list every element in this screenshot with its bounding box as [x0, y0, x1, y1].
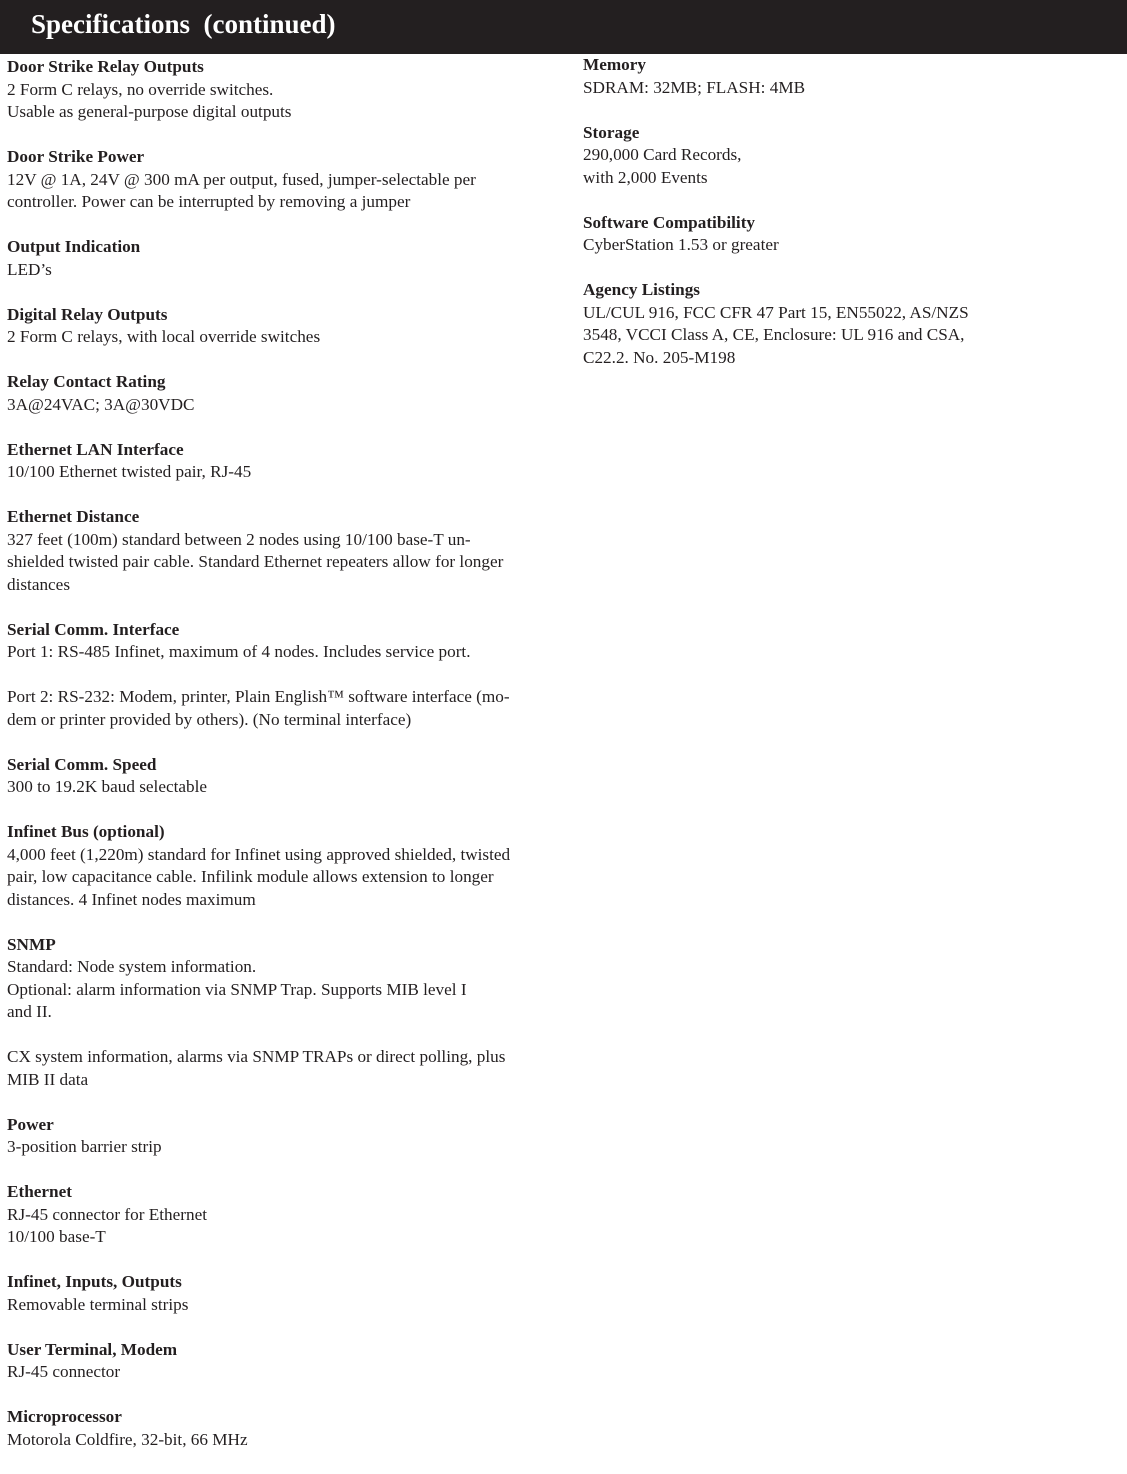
- spec-title: Relay Contact Rating: [7, 372, 166, 391]
- spec-value-line: 327 feet (100m) standard between 2 nodes using 10/100 base-T un-: [7, 529, 471, 549]
- spec-value-line: and II.: [7, 1002, 52, 1021]
- spec-value-line: Port 2: RS-232: Modem, printer, Plain English™ software interface (mo-: [7, 687, 510, 706]
- spec-value-line: UL/CUL 916, FCC CFR 47 Part 15, EN55022, AS/NZS: [583, 302, 969, 322]
- spec-value-line: 3548, VCCI Class A, CE, Enclosure: UL 916 and CSA,: [583, 325, 965, 344]
- spec-title: Storage: [583, 122, 640, 142]
- page-header: [0, 0, 1127, 54]
- spec-section-door-strike-relay-outputs: [7, 56, 567, 124]
- spec-title: Digital Relay Outputs: [7, 304, 168, 324]
- spec-value-line: LED’s: [7, 259, 52, 279]
- spec-title: Ethernet: [7, 1182, 72, 1201]
- spec-section-output-indication: [7, 236, 567, 281]
- spec-section-microprocessor: [7, 1406, 567, 1451]
- spec-value-line: Usable as general-purpose digital outputs: [7, 102, 292, 121]
- spec-value-line: controller. Power can be interrupted by removing a jumper: [7, 192, 411, 211]
- spec-title: Output Indication: [7, 237, 141, 256]
- spec-value-line: RJ-45 connector for Ethernet: [7, 1204, 207, 1224]
- spec-value-line: RJ-45 connector: [7, 1362, 121, 1381]
- spec-section-serial-comm-interface: [7, 619, 567, 664]
- spec-title: Microprocessor: [7, 1407, 122, 1426]
- spec-value-line: Removable terminal strips: [7, 1294, 189, 1314]
- spec-value-line: with 2,000 Events: [583, 167, 708, 187]
- spec-section-memory: [583, 54, 1123, 99]
- spec-title: Memory: [583, 55, 646, 74]
- spec-section-ethernet-distance: [7, 506, 567, 596]
- spec-title: SNMP: [7, 934, 56, 954]
- spec-value-line: Motorola Coldfire, 32-bit, 66 MHz: [7, 1429, 248, 1449]
- spec-title: Infinet, Inputs, Outputs: [7, 1272, 182, 1291]
- spec-value-line: 2 Form C relays, no override switches.: [7, 79, 274, 99]
- right-column: [583, 54, 1123, 392]
- spec-value-line: pair, low capacitance cable. Infilink module allows extension to longer: [7, 867, 494, 886]
- spec-value-line: 10/100 base-T: [7, 1227, 106, 1246]
- spec-title: Agency Listings: [583, 280, 700, 299]
- spec-title: Power: [7, 1114, 54, 1134]
- spec-value-line: dem or printer provided by others). (No terminal interface): [7, 709, 412, 729]
- spec-value-line: 2 Form C relays, with local override switches: [7, 327, 321, 346]
- spec-value-line: Port 1: RS-485 Infinet, maximum of 4 nodes. Includes service port.: [7, 642, 471, 661]
- spec-section-storage: [583, 122, 1123, 190]
- spec-value-line: Standard: Node system information.: [7, 957, 257, 976]
- spec-value-line: SDRAM: 32MB; FLASH: 4MB: [583, 77, 806, 97]
- spec-section-door-strike-power: [7, 146, 567, 214]
- spec-section-user-terminal-modem: [7, 1339, 567, 1384]
- spec-value-line: CX system information, alarms via SNMP TRAPs or direct polling, plus: [7, 1047, 506, 1066]
- spec-title: Ethernet Distance: [7, 507, 140, 526]
- spec-title: Door Strike Power: [7, 147, 145, 166]
- spec-value-line: 3A@24VAC; 3A@30VDC: [7, 394, 195, 414]
- spec-value-line: distances. 4 Infinet nodes maximum: [7, 889, 256, 909]
- spec-title: Ethernet LAN Interface: [7, 439, 184, 459]
- spec-section-agency-listings: [583, 279, 1123, 369]
- spec-value-line: shielded twisted pair cable. Standard Ethernet repeaters allow for longer: [7, 552, 504, 571]
- spec-value-line: distances: [7, 574, 71, 594]
- spec-value-line: C22.2. No. 205-M198: [583, 347, 736, 367]
- spec-section-ethernet: [7, 1181, 567, 1249]
- spec-section-infinet-inputs-outputs: [7, 1271, 567, 1316]
- spec-value-line: MIB II data: [7, 1069, 89, 1089]
- spec-section-ethernet-lan-interface: [7, 439, 567, 484]
- spec-title: Serial Comm. Speed: [7, 754, 157, 774]
- spec-section-relay-contact-rating: [7, 371, 567, 416]
- spec-value-line: Optional: alarm information via SNMP Trap. Supports MIB level I: [7, 979, 467, 999]
- spec-title: Door Strike Relay Outputs: [7, 57, 204, 76]
- spec-section-continued-12: [7, 1046, 567, 1091]
- spec-value-line: 3-position barrier strip: [7, 1137, 162, 1156]
- spec-title: User Terminal, Modem: [7, 1339, 178, 1359]
- spec-section-infinet-bus-optional: [7, 821, 567, 911]
- spec-value-line: CyberStation 1.53 or greater: [583, 235, 779, 254]
- spec-value-line: 290,000 Card Records,: [583, 145, 742, 164]
- spec-value-line: 12V @ 1A, 24V @ 300 mA per output, fused, jumper-selectable per: [7, 169, 476, 189]
- spec-section-continued-8: [7, 686, 567, 731]
- spec-section-power: [7, 1114, 567, 1159]
- spec-value-line: 300 to 19.2K baud selectable: [7, 777, 207, 796]
- spec-section-snmp: [7, 934, 567, 1024]
- spec-section-software-compatibility: [583, 212, 1123, 257]
- spec-title: Software Compatibility: [583, 212, 756, 232]
- spec-section-serial-comm-speed: [7, 754, 567, 799]
- spec-title: Infinet Bus (optional): [7, 822, 165, 841]
- spec-title: Serial Comm. Interface: [7, 619, 180, 639]
- page-title: Specifications (continued): [31, 9, 336, 39]
- spec-section-digital-relay-outputs: [7, 304, 567, 349]
- spec-value-line: 10/100 Ethernet twisted pair, RJ-45: [7, 462, 252, 481]
- spec-value-line: 4,000 feet (1,220m) standard for Infinet using approved shielded, twisted: [7, 844, 511, 864]
- left-column: [7, 56, 567, 1474]
